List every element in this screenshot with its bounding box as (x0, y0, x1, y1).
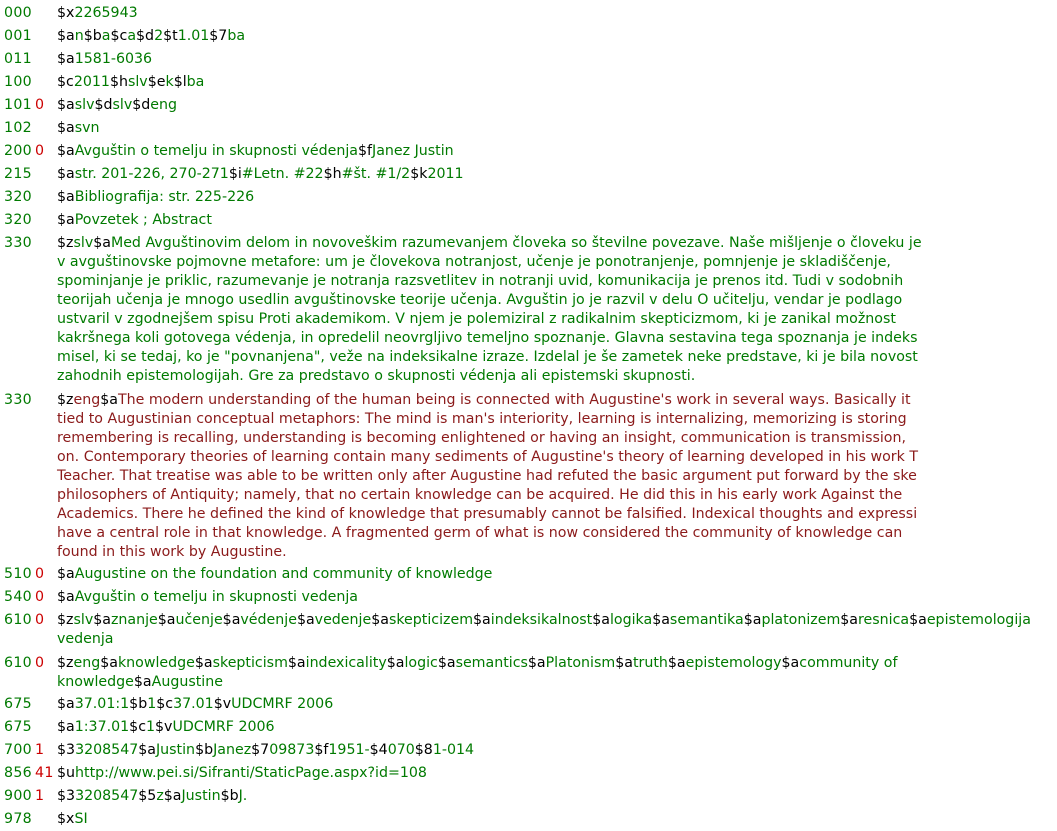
subfield-text: Augustine on the foundation and community of knowledge (74, 566, 493, 582)
subfield-text: Academics. There he defined the kind of knowledge that presumably cannot be falsified. Indexical thoughts and expressi (57, 506, 918, 522)
subfield-code: $5 (138, 788, 157, 804)
subfield-text: found in this work by Augustine. (57, 544, 287, 560)
value-line (57, 165, 1057, 184)
subfield-code: $b (129, 696, 148, 712)
field-indicator: 1 (35, 742, 45, 758)
field-tag: 215 (4, 166, 32, 182)
field-tag: 978 (4, 811, 32, 827)
field-tag: 101 (4, 97, 32, 113)
subfield-text: 2 (154, 28, 164, 44)
subfield-code: $a (371, 612, 389, 628)
subfield-text: skepticizem (388, 612, 474, 628)
field-value (57, 73, 1057, 92)
subfield-code: $a (57, 166, 75, 182)
field-indicator: 1 (35, 788, 45, 804)
subfield-text: platonizem (761, 612, 841, 628)
field-value (57, 4, 1057, 23)
subfield-code: $a (615, 655, 633, 671)
field-tag: 900 (4, 788, 32, 804)
subfield-text: 2011 (73, 74, 110, 90)
subfield-code: $x (57, 5, 75, 21)
subfield-text: Janez Justin (372, 143, 454, 159)
value-line (57, 787, 1057, 806)
subfield-text: have a central role in that knowledge. A fragmented germ of what is now considered the community of knowledge can (57, 525, 903, 541)
subfield-code: $c (110, 28, 128, 44)
subfield-code: $k (410, 166, 428, 182)
subfield-code: $b (195, 742, 214, 758)
subfield-code: $d (132, 97, 151, 113)
subfield-code: $v (155, 719, 173, 735)
subfield-text: Justin (155, 742, 196, 758)
subfield-text: Teacher. That treatise was able to be written only after Augustine had refuted the basic argument put forward by the ske (57, 468, 917, 484)
subfield-text: védenje (240, 612, 297, 628)
subfield-code: $z (57, 235, 74, 251)
subfield-text: ustvaril v zgodnejšem spisu Proti akademikom. V njem je polemiziral z radikalnim skepticizmom, ki je zanikal možnost (57, 311, 896, 327)
field-indicator: 0 (35, 612, 45, 628)
subfield-text: slv (73, 235, 94, 251)
subfield-text: ba (186, 74, 205, 90)
subfield-code: $a (743, 612, 762, 628)
subfield-text: 1 (147, 696, 157, 712)
subfield-text: on. Contemporary theories of learning contain many sediments of Augustine's theory of learning developed in his work T (57, 449, 919, 465)
subfield-code: $a (57, 212, 75, 228)
field-tag: 510 (4, 566, 32, 582)
value-line (57, 467, 1057, 486)
field-tag: 610 (4, 655, 32, 671)
subfield-code: $a (163, 788, 182, 804)
subfield-code: $v (213, 696, 232, 712)
subfield-code: $7 (209, 28, 228, 44)
subfield-text: ba (227, 28, 246, 44)
value-line (57, 50, 1057, 69)
subfield-text: Bibliografija: str. 225-226 (74, 189, 255, 205)
value-line (57, 429, 1057, 448)
subfield-code: $x (57, 811, 75, 827)
subfield-code: $z (57, 392, 74, 408)
value-line (57, 234, 1057, 253)
subfield-code: $a (386, 655, 405, 671)
field-tag: 320 (4, 212, 32, 228)
subfield-code: $a (138, 742, 156, 758)
field-value (57, 391, 1057, 562)
subfield-code: $a (296, 612, 315, 628)
subfield-text: resnica (858, 612, 910, 628)
field-indicator: 0 (35, 566, 45, 582)
subfield-code: $c (57, 74, 74, 90)
subfield-text: 2265943 (74, 5, 138, 21)
field-tag: 001 (4, 28, 32, 44)
value-line (57, 4, 1057, 23)
subfield-text: str. 201-226, 270-271 (74, 166, 229, 182)
field-tag: 540 (4, 589, 32, 605)
subfield-text: epistemology (685, 655, 782, 671)
value-line (57, 391, 1057, 410)
field-tag: 700 (4, 742, 32, 758)
subfield-text: slv (73, 612, 94, 628)
field-value (57, 96, 1057, 115)
subfield-text: 1 (146, 719, 156, 735)
subfield-text: z (156, 788, 164, 804)
subfield-text: Janez (213, 742, 252, 758)
field-tag: 856 (4, 765, 32, 781)
subfield-text: n (74, 28, 84, 44)
field-value (57, 50, 1057, 69)
subfield-text: community of (799, 655, 898, 671)
subfield-code: $a (57, 719, 75, 735)
subfield-code: $7 (251, 742, 270, 758)
subfield-code: $h (323, 166, 342, 182)
subfield-code: $a (473, 612, 491, 628)
subfield-text: Povzetek ; Abstract (74, 212, 212, 228)
value-line (57, 565, 1057, 584)
subfield-text: k (165, 74, 174, 90)
subfield-code: $a (100, 655, 118, 671)
subfield-text: philosophers of Antiquity; namely, that no certain knowledge can be acquired. He did this in his early work Against the (57, 487, 903, 503)
subfield-text: UDCMRF 2006 (231, 696, 334, 712)
subfield-code: $c (156, 696, 174, 712)
field-indicator: 0 (35, 589, 45, 605)
value-line (57, 654, 1057, 673)
subfield-text: #Letn. #22 (241, 166, 324, 182)
subfield-code: $a (93, 235, 111, 251)
field-value (57, 119, 1057, 138)
subfield-code: $c (129, 719, 146, 735)
subfield-text: vedenje (314, 612, 372, 628)
value-line (57, 486, 1057, 505)
subfield-code: $a (57, 97, 75, 113)
subfield-text: 1951- (328, 742, 370, 758)
field-value (57, 810, 1057, 829)
subfield-code: $i (228, 166, 242, 182)
value-line (57, 764, 1057, 783)
subfield-code: $e (147, 74, 166, 90)
field-tag: 675 (4, 719, 32, 735)
subfield-text: indexicality (305, 655, 387, 671)
field-tag: 330 (4, 392, 32, 408)
value-line (57, 27, 1057, 46)
subfield-code: $f (358, 143, 373, 159)
subfield-text: slv (74, 97, 95, 113)
subfield-text: skepticism (212, 655, 288, 671)
value-line (57, 310, 1057, 329)
subfield-text: J. (238, 788, 248, 804)
subfield-text: vedenja (57, 631, 114, 647)
subfield-code: $a (133, 674, 152, 690)
value-line (57, 524, 1057, 543)
field-value (57, 188, 1057, 207)
subfield-text: eng (73, 655, 101, 671)
subfield-code: $a (57, 51, 75, 67)
value-line (57, 73, 1057, 92)
subfield-text: v avguštinovske pojmovne metafore: um je človekova notranjost, učenje je ponotranjenje, pomnjenje je skladiščenje, (57, 254, 891, 270)
value-line (57, 718, 1057, 737)
field-value (57, 211, 1057, 230)
field-value (57, 611, 1057, 649)
subfield-text: SI (74, 811, 88, 827)
subfield-code: $a (652, 612, 670, 628)
value-line (57, 505, 1057, 524)
subfield-code: $d (136, 28, 155, 44)
subfield-text: spominjanje je priklic, razumevanje je notranja razsvetlitev in notranji uvid, komunikacija je prenos itd. Tudi v sodobnih (57, 273, 904, 289)
field-value (57, 27, 1057, 46)
subfield-text: kakršnega koli gotovega védenja, in opredelil neovrgljivo temeljno spoznanje. Glavna sestavina tega spoznanja je indeks (57, 330, 918, 346)
value-line (57, 741, 1057, 760)
subfield-text: a (101, 28, 111, 44)
field-tag: 200 (4, 143, 32, 159)
subfield-code: $a (157, 612, 176, 628)
subfield-text: 1-014 (432, 742, 475, 758)
subfield-text: svn (74, 120, 100, 136)
subfield-text: misel, ki se tedaj, ko je "povnanjena", veže na indeksikalne izraze. Izdelal je še zametek neke predstave, ki je bila novost (57, 349, 918, 365)
subfield-text: indeksikalnost (490, 612, 593, 628)
subfield-text: 3208547 (75, 788, 139, 804)
field-tag: 100 (4, 74, 32, 90)
subfield-text: 1:37.01 (74, 719, 130, 735)
subfield-text: 1581-6036 (74, 51, 153, 67)
subfield-code: $a (57, 28, 75, 44)
subfield-text: knowledge (57, 674, 134, 690)
field-tag: 675 (4, 696, 32, 712)
subfield-text: Avguštin o temelju in skupnosti vedenja (74, 589, 358, 605)
subfield-code: $a (57, 589, 75, 605)
subfield-code: $a (287, 655, 306, 671)
value-line (57, 291, 1057, 310)
subfield-code: $4 (369, 742, 388, 758)
value-line (57, 188, 1057, 207)
field-tag: 330 (4, 235, 32, 251)
value-line (57, 695, 1057, 714)
field-tag: 102 (4, 120, 32, 136)
subfield-code: $3 (57, 788, 76, 804)
field-value (57, 787, 1057, 806)
subfield-text[interactable]: http://www.pei.si/Sifranti/StaticPage.aspx?id=108 (75, 765, 427, 781)
subfield-text: logic (404, 655, 438, 671)
subfield-code: $8 (414, 742, 433, 758)
value-line (57, 253, 1057, 272)
subfield-text: eng (150, 97, 178, 113)
subfield-text: Justin (181, 788, 221, 804)
subfield-text: tied to Augustinian conceptual metaphors: The mind is man's interiority, learning is internalizing, memorizing is storing (57, 411, 907, 427)
field-indicator: 0 (35, 97, 45, 113)
subfield-text: Augustine (151, 674, 223, 690)
subfield-text: zahodnih epistemologijah. Gre za predstavo o skupnosti védenja ali epistemski skupnosti. (57, 368, 696, 384)
subfield-code: $b (83, 28, 102, 44)
subfield-text: 37.01:1 (74, 696, 130, 712)
subfield-text: 2011 (427, 166, 464, 182)
subfield-text: semantika (669, 612, 744, 628)
subfield-code: $z (57, 612, 74, 628)
value-line (57, 448, 1057, 467)
subfield-text: eng (73, 392, 101, 408)
subfield-text: Avguštin o temelju in skupnosti védenja (74, 143, 358, 159)
subfield-text: 37.01 (173, 696, 214, 712)
subfield-code: $a (57, 120, 75, 136)
subfield-text: 1.01 (177, 28, 210, 44)
subfield-code: $a (909, 612, 927, 628)
subfield-code: $a (840, 612, 859, 628)
value-line (57, 588, 1057, 607)
value-line (57, 543, 1057, 562)
subfield-code: $t (163, 28, 178, 44)
subfield-code: $a (527, 655, 546, 671)
field-value (57, 142, 1057, 161)
subfield-text: 070 (387, 742, 415, 758)
subfield-code: $a (222, 612, 241, 628)
value-line (57, 272, 1057, 291)
subfield-code: $a (592, 612, 610, 628)
value-line (57, 142, 1057, 161)
subfield-code: $f (314, 742, 329, 758)
value-line (57, 329, 1057, 348)
subfield-code: $a (667, 655, 686, 671)
field-tag: 000 (4, 5, 32, 21)
subfield-code: $b (220, 788, 239, 804)
subfield-code: $a (57, 143, 75, 159)
subfield-text: UDCMRF 2006 (172, 719, 275, 735)
subfield-text: The modern understanding of the human being is connected with Augustine's work in several ways. Basically it (117, 392, 911, 408)
subfield-text: knowledge (117, 655, 195, 671)
field-value (57, 654, 1057, 692)
subfield-text: Med Avguštinovim delom in novoveškim razumevanjem človeka so številne povezave. Naše mišljenje o človeku je (110, 235, 922, 251)
subfield-code: $a (194, 655, 213, 671)
subfield-code: $d (94, 97, 113, 113)
subfield-text: truth (632, 655, 668, 671)
value-line (57, 611, 1057, 630)
value-line (57, 673, 1057, 692)
field-value (57, 234, 1057, 386)
subfield-text: učenje (175, 612, 223, 628)
subfield-text: 09873 (269, 742, 315, 758)
subfield-code: $a (57, 566, 75, 582)
value-line (57, 367, 1057, 386)
subfield-text: znanje (110, 612, 158, 628)
field-indicator: 41 (35, 765, 54, 781)
subfield-code: $a (57, 696, 75, 712)
value-line (57, 348, 1057, 367)
subfield-code: $a (57, 189, 75, 205)
subfield-text: slv (127, 74, 148, 90)
subfield-code: $u (57, 765, 76, 781)
subfield-code: $a (781, 655, 800, 671)
subfield-text: Platonism (545, 655, 616, 671)
field-value (57, 565, 1057, 584)
field-tag: 610 (4, 612, 32, 628)
field-value (57, 764, 1057, 783)
subfield-code: $a (93, 612, 111, 628)
value-line (57, 119, 1057, 138)
value-line (57, 630, 1057, 649)
field-tag: 011 (4, 51, 32, 67)
field-value (57, 165, 1057, 184)
subfield-text: slv (112, 97, 133, 113)
field-value (57, 718, 1057, 737)
field-tag: 320 (4, 189, 32, 205)
subfield-code: $3 (57, 742, 76, 758)
subfield-text: logika (609, 612, 653, 628)
subfield-text: a (127, 28, 137, 44)
value-line (57, 410, 1057, 429)
field-value (57, 741, 1057, 760)
value-line (57, 96, 1057, 115)
field-indicator: 0 (35, 143, 45, 159)
subfield-text: 3208547 (75, 742, 139, 758)
subfield-text: #št. #1/2 (341, 166, 411, 182)
subfield-code: $l (173, 74, 187, 90)
value-line (57, 211, 1057, 230)
subfield-text: epistemologija (926, 612, 1031, 628)
field-value (57, 588, 1057, 607)
subfield-text: teorijah učenja je mnogo usedlin avguštinovske teorije učenja. Avguštin jo je razvil v delu O učitelju, vendar je podlago (57, 292, 903, 308)
subfield-text: remembering is recalling, understanding is becoming enlightened or having an insight, communication is transmission, (57, 430, 906, 446)
subfield-text: semantics (455, 655, 528, 671)
subfield-code: $z (57, 655, 74, 671)
field-value (57, 695, 1057, 714)
subfield-code: $h (109, 74, 128, 90)
field-indicator: 0 (35, 655, 45, 671)
subfield-code: $a (437, 655, 456, 671)
value-line (57, 810, 1057, 829)
subfield-code: $a (100, 392, 118, 408)
